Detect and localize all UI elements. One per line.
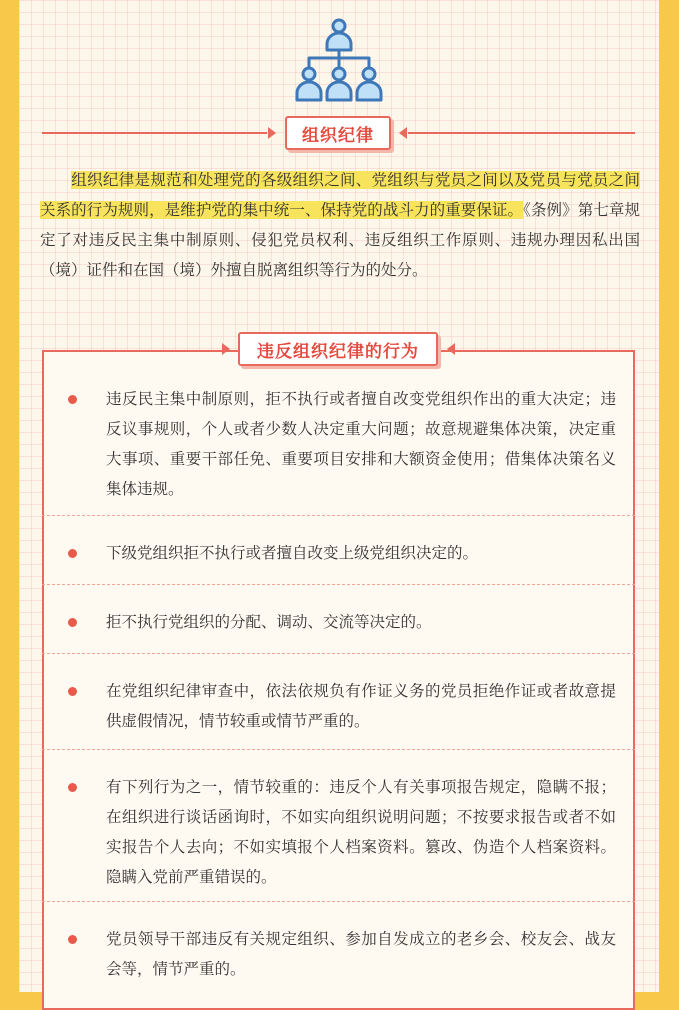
intro-paragraph [40,165,640,285]
list-item [42,653,635,749]
bullet-icon [68,783,77,792]
arrow-left-icon [399,127,407,139]
organization-chart-icon [293,14,385,106]
list-item-text: 违反民主集中制原则，拒不执行或者擅自改变党组织作出的重大决定；违反议事规则，个人或者少数人决定重大问题；故意规避集体决策，决定重大事项、重要干部任免、重要项目安排和大额资金使用；借集体决策名义集体违规。 [106,390,616,498]
bullet-icon [68,395,77,404]
title-rule-right [408,132,635,134]
list-item-text: 党员领导干部违反有关规定组织、参加自发成立的老乡会、校友会、战友会等，情节严重的。 [106,930,616,978]
arrow-right-icon [222,343,230,355]
violations-list [42,372,635,1001]
arrow-right-icon [268,127,276,139]
list-item [42,901,635,1001]
section-title-discipline: 组织纪律 [285,116,391,150]
list-item-text: 拒不执行党组织的分配、调动、交流等决定的。 [106,613,432,631]
bullet-icon [68,618,77,627]
arrow-left-icon [447,343,455,355]
bullet-icon [68,549,77,558]
title-rule-left [42,132,267,134]
bullet-icon [68,935,77,944]
list-item [42,749,635,901]
bullet-icon [68,687,77,696]
intro-highlight: 组织纪律是规范和处理党的各级组织之间、党组织与党员之间以及党员与党员之间关系的行为规则，是维护党的集中统一、保持党的战斗力的重要保证。 [40,171,640,219]
list-item [42,584,635,653]
list-item-text: 在党组织纪律审查中，依法依规负有作证义务的党员拒绝作证或者故意提供虚假情况，情节较重或情节严重的。 [106,682,616,730]
section-title-violations: 违反组织纪律的行为 [238,332,438,366]
intro-rest: 《条例》第七章规定了对违反民主集中制原则、侵犯党员权利、违反组织工作原则、违规办理因私出国（境）证件和在国（境）外擅自脱离组织等行为的处分。 [40,201,640,279]
list-item [42,372,635,515]
list-item-text: 下级党组织拒不执行或者擅自改变上级党组织决定的。 [106,544,479,562]
list-item [42,515,635,584]
list-item-text: 有下列行为之一，情节较重的：违反个人有关事项报告规定，隐瞒不报；在组织进行谈话函询时，不如实向组织说明问题；不按要求报告或者不如实报告个人去向；不如实填报个人档案资料。篡改、伪造个人档案资料。隐瞒入党前严重错误的。 [106,778,616,886]
